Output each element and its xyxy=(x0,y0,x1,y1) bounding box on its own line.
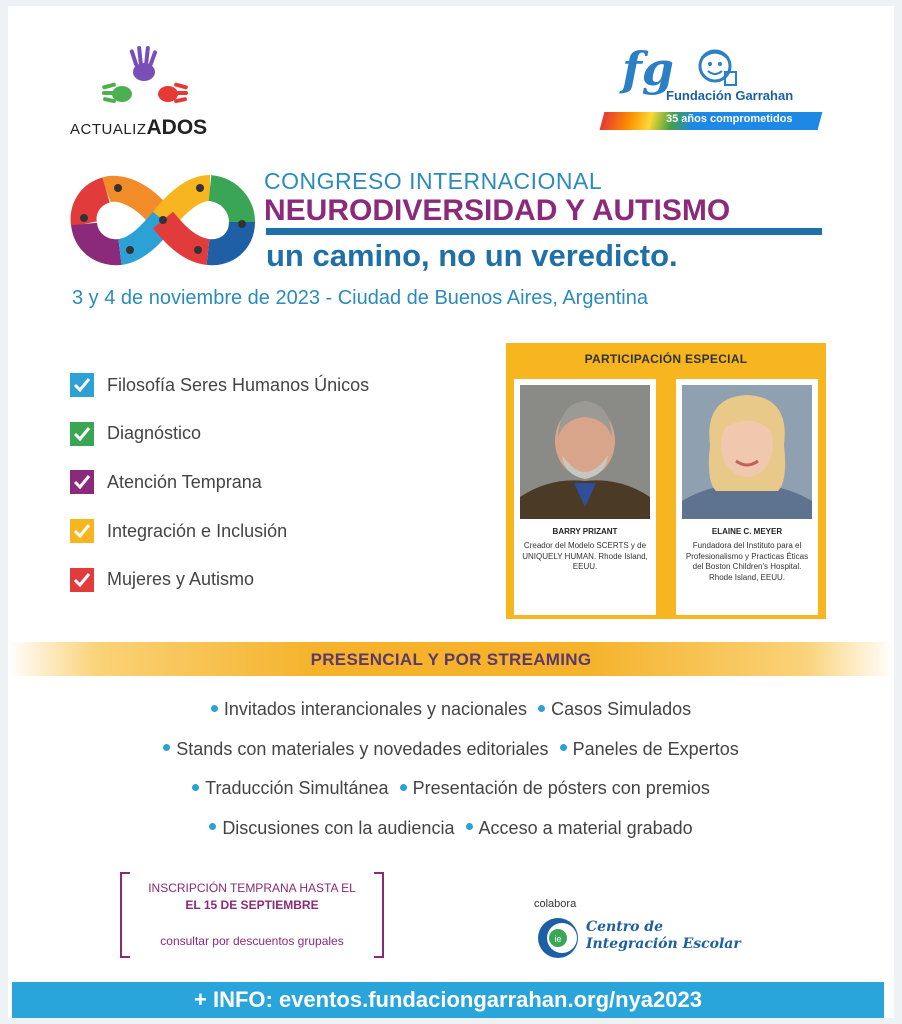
feature-item: Paneles de Expertos xyxy=(560,739,739,760)
bullet-icon xyxy=(400,784,407,791)
special-title: PARTICIPACIÓN ESPECIAL xyxy=(584,352,748,366)
registration-box xyxy=(120,872,384,958)
bullet-icon xyxy=(538,705,545,712)
feature-item: Acceso a material grabado xyxy=(466,818,693,839)
title-divider xyxy=(266,228,822,235)
actualizados-wordmark: ACTUALIZADOS xyxy=(70,116,208,139)
topics-list xyxy=(70,361,490,604)
poster xyxy=(8,6,894,1018)
speaker-photo xyxy=(682,385,812,519)
bullet-icon xyxy=(466,823,473,830)
speaker-description: Fundadora del Instituto para el Profesionalismo y Practicas Éticas del Boston Children's Hospital. Rhode Island, EEUU. xyxy=(685,541,809,582)
topic-item xyxy=(70,361,490,410)
speaker-photo xyxy=(520,385,650,519)
event-date: 3 y 4 de noviembre de 2023 - Ciudad de Buenos Aires, Argentina xyxy=(72,287,648,309)
cie-logo-icon xyxy=(536,916,580,960)
special-participation xyxy=(506,343,826,619)
bullet-icon xyxy=(163,744,170,751)
feature-item: Discusiones con la audiencia xyxy=(209,818,454,839)
hands-icon xyxy=(100,44,190,114)
feature-item: Stands con materiales y novedades editoriales xyxy=(163,739,548,760)
feature-row xyxy=(8,778,894,818)
bullet-icon xyxy=(209,823,216,830)
bullet-icon xyxy=(560,744,567,751)
child-face-icon xyxy=(692,46,738,90)
feature-row xyxy=(8,818,894,858)
svg-text:ie: ie xyxy=(554,934,562,944)
congress-theme: NEURODIVERSIDAD Y AUTISMO xyxy=(264,194,731,227)
feature-item: Traducción Simultánea xyxy=(192,778,388,799)
feature-item: Invitados interancionales y nacionales xyxy=(211,699,527,720)
speaker-card xyxy=(514,379,656,615)
banner-text: PRESENCIAL Y POR STREAMING xyxy=(310,650,592,669)
registration-deadline: EL 15 DE SEPTIEMBRE xyxy=(185,898,319,912)
checkbox-icon xyxy=(70,519,94,543)
features-list xyxy=(8,699,894,857)
bullet-icon xyxy=(192,784,199,791)
topic-item xyxy=(70,507,490,556)
collaborator-label: colabora xyxy=(534,898,577,910)
fg-monogram: fg xyxy=(622,42,674,96)
checkbox-icon xyxy=(70,568,94,592)
feature-item: Presentación de pósters con premios xyxy=(400,778,710,799)
fundacion-tagline: 35 años comprometidos xyxy=(666,113,793,125)
topic-item xyxy=(70,458,490,507)
fundacion-garrahan-logo xyxy=(602,42,822,138)
fundacion-name: Fundación Garrahan xyxy=(666,88,794,103)
info-link[interactable]: + INFO: eventos.fundaciongarrahan.org/nya2023 xyxy=(194,987,702,1012)
speaker-name: ELAINE C. MEYER xyxy=(711,527,783,536)
feature-row xyxy=(8,699,894,739)
feature-row xyxy=(8,739,894,779)
congress-tagline: un camino, no un veredicto. xyxy=(266,238,678,273)
speaker-description: Creador del Modelo SCERTS y de UNIQUELY HUMAN. Rhode Island, EEUU. xyxy=(522,541,648,571)
registration-note: consultar por descuentos grupales xyxy=(160,934,344,948)
bullet-icon xyxy=(211,705,218,712)
congress-title: CONGRESO INTERNACIONAL xyxy=(264,168,603,194)
topic-item xyxy=(70,410,490,459)
collaborator-name: Centro de Integración Escolar xyxy=(586,919,741,952)
actualizados-logo xyxy=(70,44,230,144)
infinity-logo xyxy=(70,172,256,268)
topic-label: Diagnóstico xyxy=(107,423,202,444)
topic-label: Atención Temprana xyxy=(107,471,262,492)
checkbox-icon xyxy=(70,470,94,494)
registration-heading: INSCRIPCIÓN TEMPRANA HASTA EL xyxy=(148,881,356,895)
feature-item: Casos Simulados xyxy=(538,699,691,720)
checkbox-icon xyxy=(70,373,94,397)
info-footer[interactable] xyxy=(12,982,884,1018)
topic-label: Integración e Inclusión xyxy=(107,520,288,541)
topic-label: Mujeres y Autismo xyxy=(107,569,255,590)
streaming-banner xyxy=(8,642,894,676)
checkbox-icon xyxy=(70,422,94,446)
topic-label: Filosofía Seres Humanos Únicos xyxy=(107,374,370,395)
speaker-name: BARRY PRIZANT xyxy=(552,527,618,536)
speaker-card xyxy=(676,379,818,615)
topic-item xyxy=(70,555,490,604)
